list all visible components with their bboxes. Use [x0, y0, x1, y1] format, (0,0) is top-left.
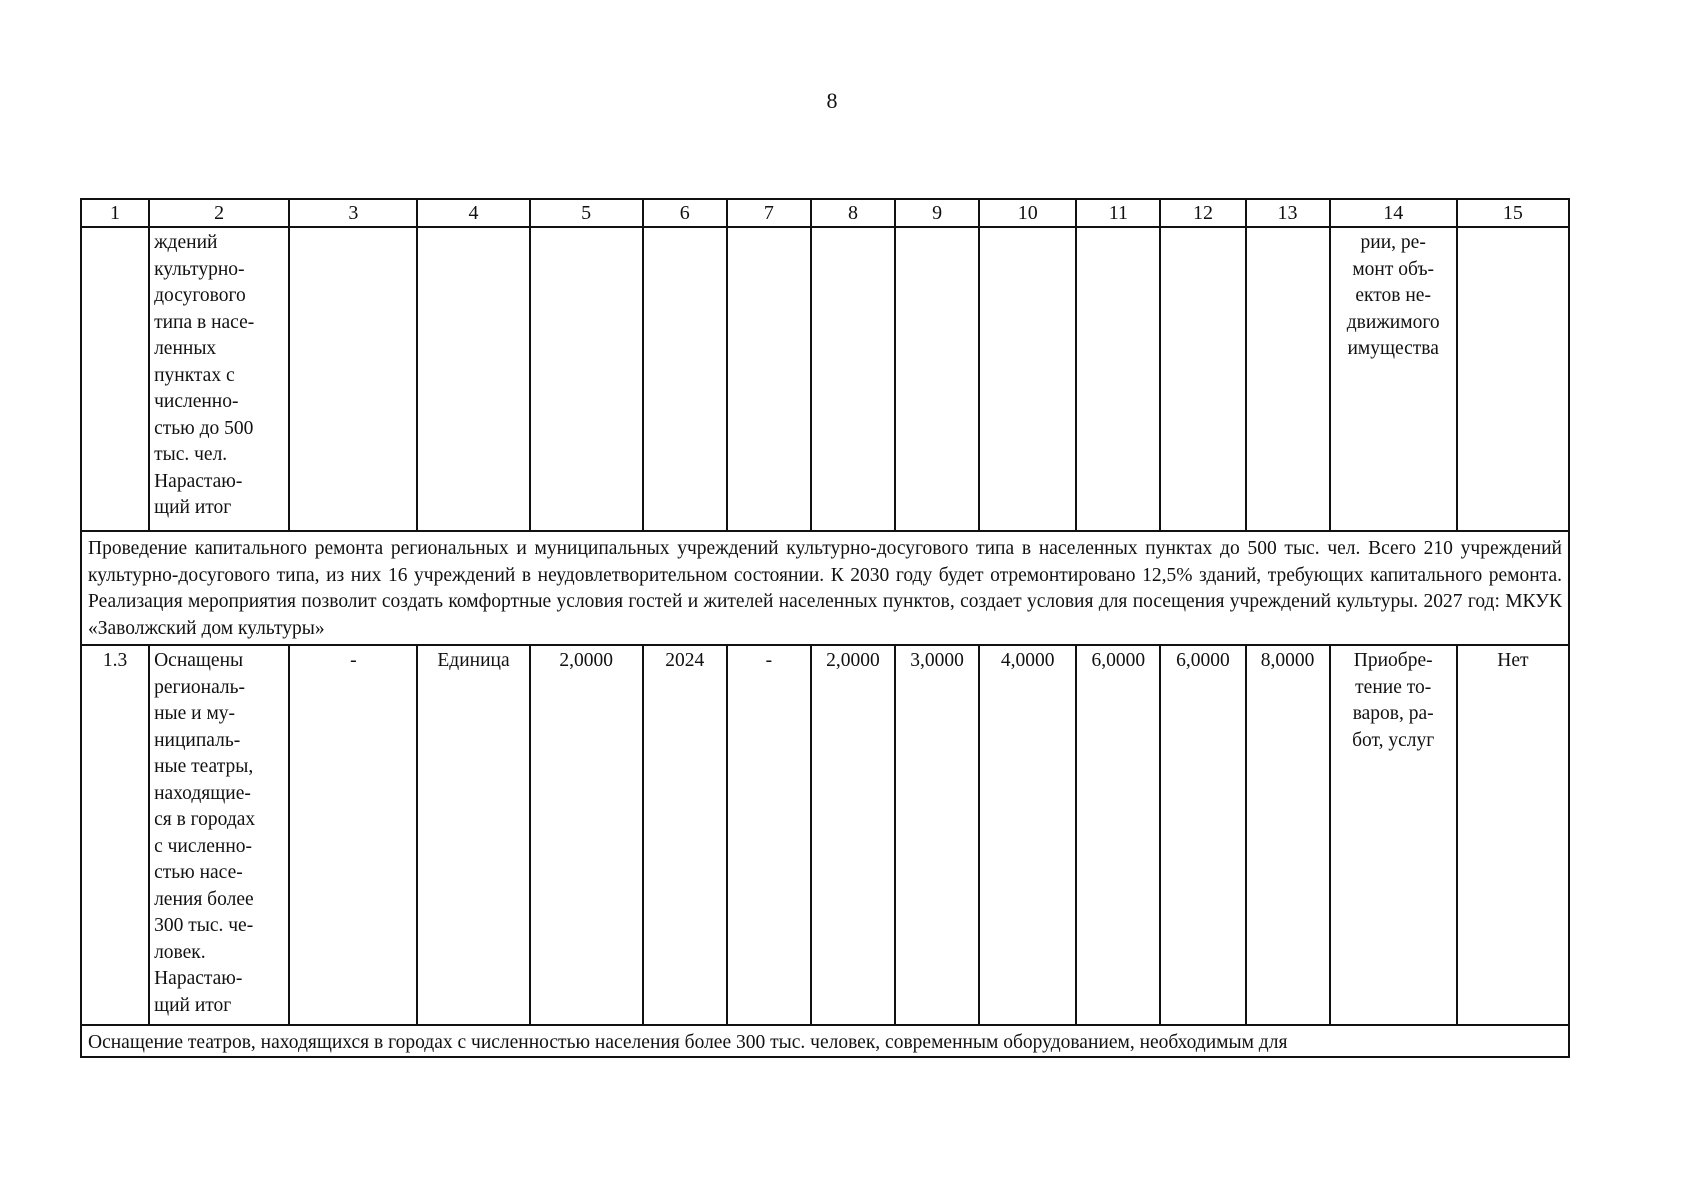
- column-number: 10: [979, 199, 1076, 227]
- base-year-cell: 2024: [643, 645, 727, 1025]
- table-cell: [1330, 227, 1457, 531]
- column-number: 8: [811, 199, 895, 227]
- table-cell: [643, 227, 727, 531]
- table-cell: [727, 227, 811, 531]
- table-cell: [1457, 227, 1569, 531]
- note-row: [81, 531, 1569, 645]
- table-cell: [289, 227, 417, 531]
- note-text: Оснащение театров, находящихся в городах с численностью населения более 300 тыс. человек, современным оборудованием, необходимым для: [88, 1032, 1288, 1053]
- column-number: 5: [530, 199, 643, 227]
- table-cell: [1160, 227, 1245, 531]
- page-number: 8: [826, 88, 838, 113]
- table-cell: [811, 227, 895, 531]
- table-cell: [979, 227, 1076, 531]
- table-row-continued: [81, 227, 1569, 531]
- table-cell: [530, 227, 643, 531]
- column-number: 12: [1160, 199, 1245, 227]
- table-cell: [81, 227, 149, 531]
- table-cell: [1076, 227, 1160, 531]
- value-cell: 3,0000: [895, 645, 979, 1025]
- table-cell: Нет: [1457, 645, 1569, 1025]
- program-table: [80, 198, 1570, 1058]
- column-number: 4: [417, 199, 529, 227]
- value-cell: 8,0000: [1246, 645, 1330, 1025]
- column-number: 3: [289, 199, 417, 227]
- column-number-row: [81, 199, 1569, 227]
- base-value-cell: 2,0000: [530, 645, 643, 1025]
- table-cell: -: [727, 645, 811, 1025]
- column-number: 15: [1457, 199, 1569, 227]
- indicator-name: ждений культурно- досугового типа в насе- ленных пунктах с численно- стью до 500 тыс. чел. Нарастаю- щий итог: [154, 232, 255, 518]
- column-number: 1: [81, 199, 149, 227]
- column-number: 13: [1246, 199, 1330, 227]
- value-cell: 6,0000: [1076, 645, 1160, 1025]
- column-number: 9: [895, 199, 979, 227]
- note-cell: [81, 531, 1569, 645]
- table-row-1-3: [81, 645, 1569, 1025]
- table-cell: [417, 227, 529, 531]
- table-cell: [1330, 645, 1457, 1025]
- table-cell: [1246, 227, 1330, 531]
- column-number: 2: [149, 199, 289, 227]
- value-cell: 4,0000: [979, 645, 1076, 1025]
- table-cell: [149, 227, 289, 531]
- row-number: 1.3: [81, 645, 149, 1025]
- table-cell: -: [289, 645, 417, 1025]
- column-number: 7: [727, 199, 811, 227]
- mechanism-text: рии, ре- монт объ- ектов не- движимого имущества: [1346, 232, 1440, 359]
- note-text: Проведение капитального ремонта региональных и муниципальных учреждений культурно-досугового типа в населенных пунктах до 500 тыс. чел. Всего 210 учреждений культурно-досугового типа, из них 16 учреждений в неудовлетворительном состоянии. К 2030 году будет отремонтировано 12,5% зданий, требующих капитального ремонта. Реализация мероприятия позволит создать комфортные условия гостей и жителей населенных пунктов, создает условия для посещения учреждений культуры. 2027 год: МКУК «Заволжский дом культуры»: [88, 538, 1562, 639]
- indicator-name: Оснащены региональ- ные и му- ниципаль- ные театры, находящие- ся в городах с численно- стью насе- ления более 300 тыс. че- ловек. Нарастаю- щий итог: [154, 650, 256, 1016]
- mechanism-text: Приобре- тение то- варов, ра- бот, услуг: [1352, 650, 1435, 751]
- value-cell: 6,0000: [1160, 645, 1245, 1025]
- note-cell: [81, 1025, 1569, 1057]
- note-row: [81, 1025, 1569, 1057]
- value-cell: 2,0000: [811, 645, 895, 1025]
- table-cell: [895, 227, 979, 531]
- column-number: 6: [643, 199, 727, 227]
- column-number: 14: [1330, 199, 1457, 227]
- column-number: 11: [1076, 199, 1160, 227]
- unit-cell: Единица: [417, 645, 529, 1025]
- table-cell: [149, 645, 289, 1025]
